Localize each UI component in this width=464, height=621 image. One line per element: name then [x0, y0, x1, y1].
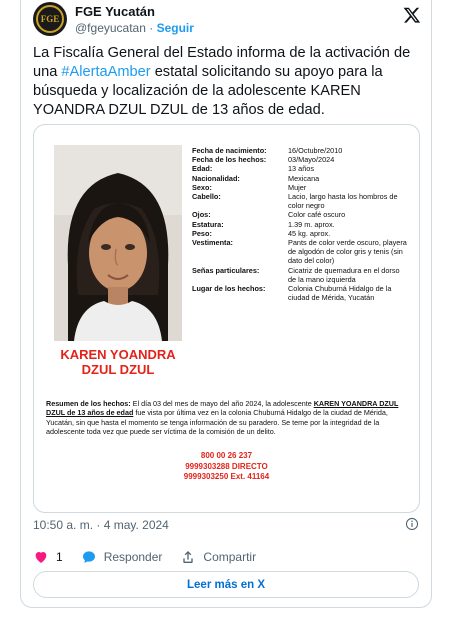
victim-name-line1: KAREN YOANDRA — [60, 347, 176, 362]
detail-label: Vestimenta: — [192, 238, 233, 248]
victim-name — [54, 347, 182, 377]
victim-details — [192, 146, 408, 302]
detail-label: Nacionalidad: — [192, 173, 240, 183]
detail-row — [192, 155, 408, 164]
detail-row — [192, 146, 408, 155]
detail-label: Estatura: — [192, 219, 224, 229]
detail-row — [192, 192, 408, 210]
reply-label: Responder — [103, 550, 163, 564]
detail-value: Color café oscuro — [288, 210, 346, 220]
tweet-header — [33, 2, 423, 36]
detail-label: Fecha de nacimiento: — [192, 146, 267, 155]
heart-icon — [33, 549, 49, 565]
info-icon[interactable] — [405, 517, 419, 531]
share-button[interactable] — [180, 549, 256, 565]
share-icon — [180, 549, 196, 565]
missing-person-photo — [54, 145, 182, 341]
read-more-button[interactable]: Leer más en X — [33, 571, 419, 598]
detail-label: Edad: — [192, 164, 213, 174]
tweet-text-start: La Fiscalía General del Estado informa de la activación de una — [33, 45, 411, 80]
detail-label: Fecha de los hechos: — [192, 155, 267, 165]
separator: · — [149, 21, 154, 35]
detail-label: Lugar de los hechos: — [192, 284, 266, 294]
detail-value: Lacio, largo hasta los hombros de color negro — [288, 192, 398, 211]
detail-row — [192, 174, 408, 183]
summary-text-1: El día 03 del mes de mayo del año 2024, la adolescente — [130, 399, 314, 408]
detail-label: Ojos: — [192, 210, 211, 220]
handle-row — [75, 21, 194, 35]
summary-text-2: fue vista por última vez en la colonia Chuburná Hidalgo de la ciudad de Mérida, Yucatán, sin que hasta el momento se tenga información de su paradero. Se teme por la integridad de la adolescente toda vez que puede ser víctima de la comisión de un delito. — [46, 408, 388, 436]
detail-label: Sexo: — [192, 182, 212, 192]
detail-value: Mexicana — [288, 173, 320, 183]
amber-alert-poster — [42, 133, 411, 505]
detail-value: 13 años — [288, 164, 314, 174]
detail-row — [192, 183, 408, 192]
share-label: Compartir — [203, 550, 257, 564]
detail-row — [192, 220, 408, 229]
detail-label: Peso: — [192, 228, 212, 238]
detail-row — [192, 229, 408, 238]
phone-line: 800 00 26 237 — [200, 451, 253, 460]
like-count: 1 — [56, 550, 63, 564]
tweet-timestamp[interactable]: 10:50 a. m. · 4 may. 2024 — [33, 518, 169, 532]
contact-phones — [42, 451, 411, 483]
detail-label: Cabello: — [192, 192, 221, 202]
detail-value: Cicatriz de quemadura en el dorso de la mano izquierda — [288, 265, 400, 284]
phone-line: 9999303288 DIRECTO — [185, 461, 268, 471]
detail-value: 1.39 m. aprox. — [288, 219, 335, 229]
summary — [46, 399, 408, 436]
detail-value: Pants de color verde oscuro, playera de algodón de color gris y tenis (sin dato del color) — [288, 238, 407, 266]
display-name[interactable]: FGE Yucatán — [75, 4, 155, 19]
avatar[interactable] — [33, 2, 67, 36]
phone-line: 9999303250 Ext. 41164 — [183, 472, 270, 481]
hashtag-link[interactable]: #AlertaAmber — [61, 64, 151, 80]
detail-value: 03/Mayo/2024 — [288, 155, 335, 165]
detail-row — [192, 164, 408, 173]
victim-name-line2: DZUL DZUL — [81, 362, 155, 377]
detail-value: 45 kg. aprox. — [288, 228, 331, 238]
reply-bubble-icon — [81, 549, 97, 565]
tweet-actions — [33, 547, 423, 567]
detail-value: Colonia Chuburná Hidalgo de la ciudad de Mérida, Yucatán — [288, 284, 392, 303]
summary-name: KAREN YOANDRA DZUL DZUL de 13 años de edad — [46, 399, 399, 418]
handle[interactable]: @fgeyucatan — [75, 21, 146, 35]
detail-row — [192, 284, 408, 302]
tweet-text-end: estatal solicitando su apoyo para la búsqueda y localización de la adolescente KAREN YOANDRA DZUL DZUL de 13 años de edad. — [33, 64, 383, 118]
detail-row — [192, 238, 408, 266]
detail-row — [192, 210, 408, 219]
summary-label: Resumen de los hechos: — [46, 399, 131, 408]
x-logo-icon[interactable] — [403, 6, 421, 24]
fge-logo: FGE — [36, 5, 64, 33]
detail-value: Mujer — [288, 182, 307, 192]
follow-button[interactable]: Seguir — [156, 21, 194, 35]
tweet-media[interactable] — [33, 124, 420, 513]
tweet-card — [20, 0, 432, 608]
detail-row — [192, 266, 408, 284]
tweet-text — [33, 44, 425, 120]
like-button[interactable] — [33, 549, 63, 565]
reply-button[interactable] — [81, 549, 163, 565]
detail-label: Señas particulares: — [192, 265, 260, 275]
detail-value: 16/Octubre/2010 — [288, 146, 343, 155]
